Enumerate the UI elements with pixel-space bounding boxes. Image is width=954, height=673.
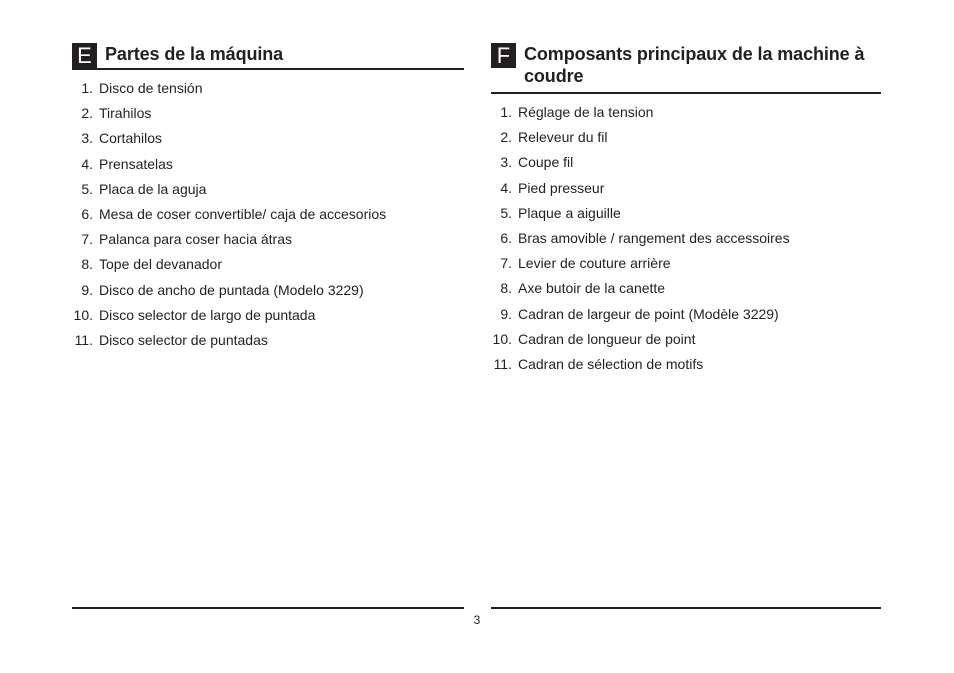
item-number: 8. [81, 256, 93, 273]
list-item [491, 180, 881, 205]
item-label: Tope del devanador [99, 256, 222, 273]
item-label: Disco de tensión [99, 80, 203, 96]
item-label: Palanca para coser hacia átras [99, 231, 292, 248]
list-item [491, 129, 881, 154]
list-item [72, 156, 464, 181]
item-number: 10. [73, 306, 93, 323]
list-item [491, 104, 881, 129]
french-title-line-1: Composants principaux de la machine à [524, 44, 865, 64]
item-label: Disco de ancho de puntada (Modelo 3229) [99, 281, 364, 298]
item-number: 2. [500, 129, 512, 146]
list-item [72, 256, 464, 281]
list-item [72, 130, 464, 155]
list-item [491, 280, 881, 305]
item-label: Cortahilos [99, 130, 163, 147]
list-item [491, 255, 881, 280]
item-label: Cadran de sélection de motifs [518, 355, 704, 372]
item-label: Pied presseur [518, 179, 605, 196]
item-label: Disco selector de largo de puntada [99, 306, 316, 323]
item-label: Coupe fil [518, 154, 574, 171]
item-label: Releveur du fil [518, 129, 608, 146]
item-label: Levier de couture arrière [518, 255, 671, 272]
list-item [72, 307, 464, 332]
list-item [491, 205, 881, 230]
list-item [491, 154, 881, 179]
language-badge-e: E [72, 43, 97, 68]
item-label: Tirahilos [99, 105, 152, 122]
item-label: Bras amovible / rangement des accessoires [518, 229, 790, 246]
french-section-title [524, 43, 864, 87]
item-number: 5. [500, 204, 512, 221]
item-number: 5. [81, 180, 93, 197]
item-number: 4. [81, 155, 93, 172]
item-label: Plaque a aiguille [518, 204, 621, 221]
item-label: Cadran de longueur de point [518, 330, 696, 347]
page-number: 3 [473, 613, 481, 627]
item-number: 7. [81, 231, 93, 248]
item-number: 4. [500, 179, 512, 196]
list-item [491, 356, 881, 381]
item-label: Prensatelas [99, 155, 173, 172]
spanish-section [72, 43, 464, 357]
list-item [72, 181, 464, 206]
footer-divider-right [491, 607, 881, 609]
item-number: 8. [500, 280, 512, 297]
french-section-header [491, 43, 881, 94]
item-number: 6. [81, 205, 93, 222]
list-item [491, 230, 881, 255]
item-label: Disco selector de puntadas [99, 331, 268, 348]
item-label: Réglage de la tension [518, 104, 654, 120]
item-number: 11. [493, 355, 512, 372]
list-item [72, 282, 464, 307]
spanish-section-header [72, 43, 464, 70]
list-item [72, 332, 464, 357]
list-item [491, 331, 881, 356]
item-label: Mesa de coser convertible/ caja de accesorios [99, 205, 387, 222]
list-item [72, 105, 464, 130]
french-title-line-2: coudre [524, 66, 584, 86]
item-number: 11. [74, 331, 93, 348]
item-number: 6. [500, 229, 512, 246]
item-number: 9. [500, 305, 512, 322]
spanish-parts-list [72, 80, 464, 357]
item-label: Placa de la aguja [99, 180, 207, 197]
item-number: 9. [81, 281, 93, 298]
item-number: 7. [500, 255, 512, 272]
item-number: 2. [81, 105, 93, 122]
item-label: Cadran de largeur de point (Modèle 3229) [518, 305, 779, 322]
french-parts-list [491, 104, 881, 381]
list-item [491, 306, 881, 331]
list-item [72, 231, 464, 256]
footer-divider-left [72, 607, 464, 609]
item-number: 1. [500, 104, 512, 120]
spanish-section-title: Partes de la máquina [105, 44, 284, 64]
list-item [72, 80, 464, 105]
item-number: 3. [81, 130, 93, 147]
french-section [491, 43, 881, 381]
item-label: Axe butoir de la canette [518, 280, 666, 297]
item-number: 3. [500, 154, 512, 171]
list-item [72, 206, 464, 231]
item-number: 10. [492, 330, 512, 347]
item-number: 1. [81, 80, 93, 96]
language-badge-f: F [491, 43, 516, 68]
